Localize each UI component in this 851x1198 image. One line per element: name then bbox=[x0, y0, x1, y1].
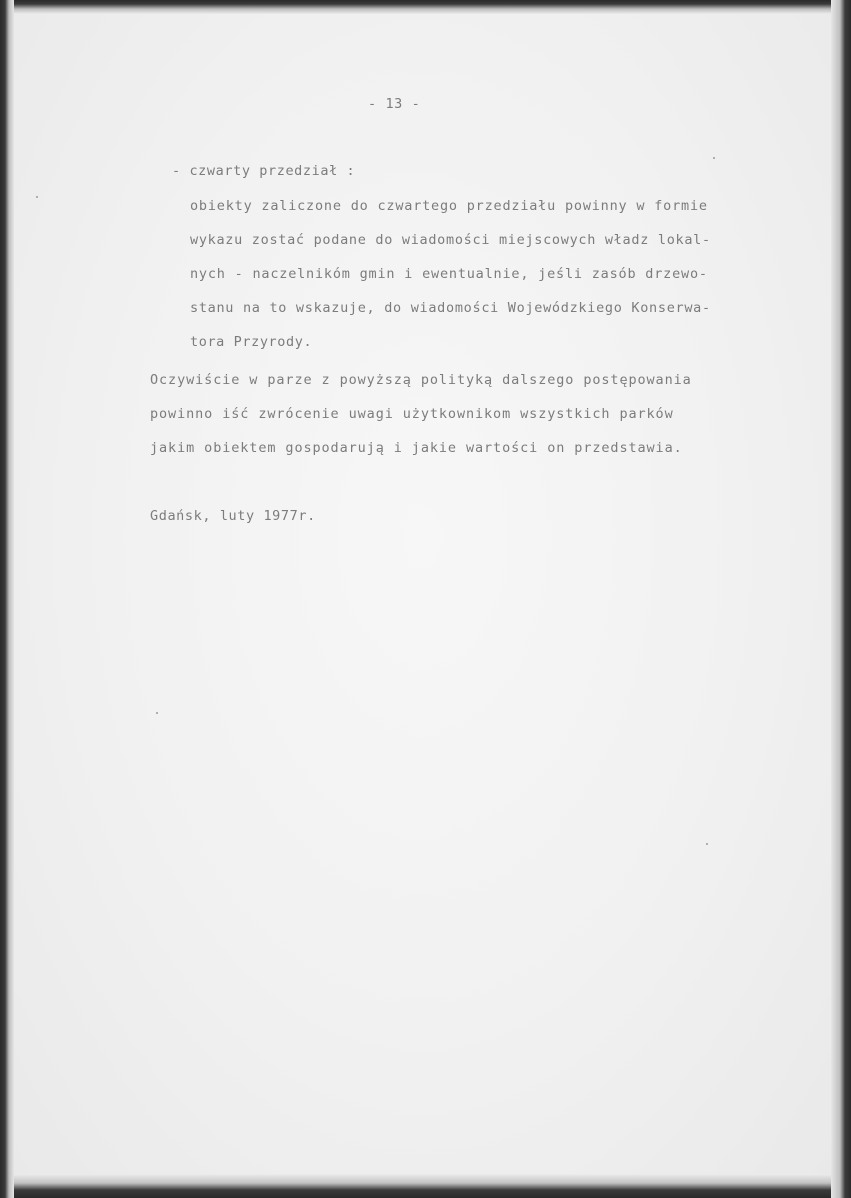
section-heading: - czwarty przedział : bbox=[172, 163, 356, 179]
section-line: stanu na to wskazuje, do wiadomości Wojewódzkiego Konserwa- bbox=[190, 300, 711, 316]
scan-speck bbox=[706, 843, 708, 845]
paragraph-line: powinno iść zwrócenie uwagi użytkownikom wszystkich parków bbox=[150, 406, 674, 422]
scan-speck bbox=[713, 157, 715, 159]
signature-date: Gdańsk, luty 1977r. bbox=[150, 508, 316, 524]
scan-edge-top bbox=[0, 0, 851, 14]
scan-speck bbox=[156, 712, 158, 714]
scan-speck bbox=[36, 196, 38, 198]
paragraph-line: jakim obiektem gospodarują i jakie wartości on przedstawia. bbox=[150, 440, 683, 456]
scan-edge-bottom bbox=[0, 1174, 851, 1198]
scan-edge-right bbox=[831, 0, 851, 1198]
section-line: tora Przyrody. bbox=[190, 334, 313, 350]
section-line: nych - naczelnikóm gmin i ewentualnie, jeśli zasób drzewo- bbox=[190, 266, 708, 282]
scan-edge-left bbox=[0, 0, 14, 1198]
paragraph-line: Oczywiście w parze z powyższą polityką dalszego postępowania bbox=[150, 372, 692, 388]
section-line: wykazu zostać podane do wiadomości miejscowych władz lokal- bbox=[190, 232, 711, 248]
document-page bbox=[14, 14, 831, 1174]
page-number: - 13 - bbox=[368, 96, 421, 112]
section-line: obiekty zaliczone do czwartego przedziału powinny w formie bbox=[190, 198, 708, 214]
